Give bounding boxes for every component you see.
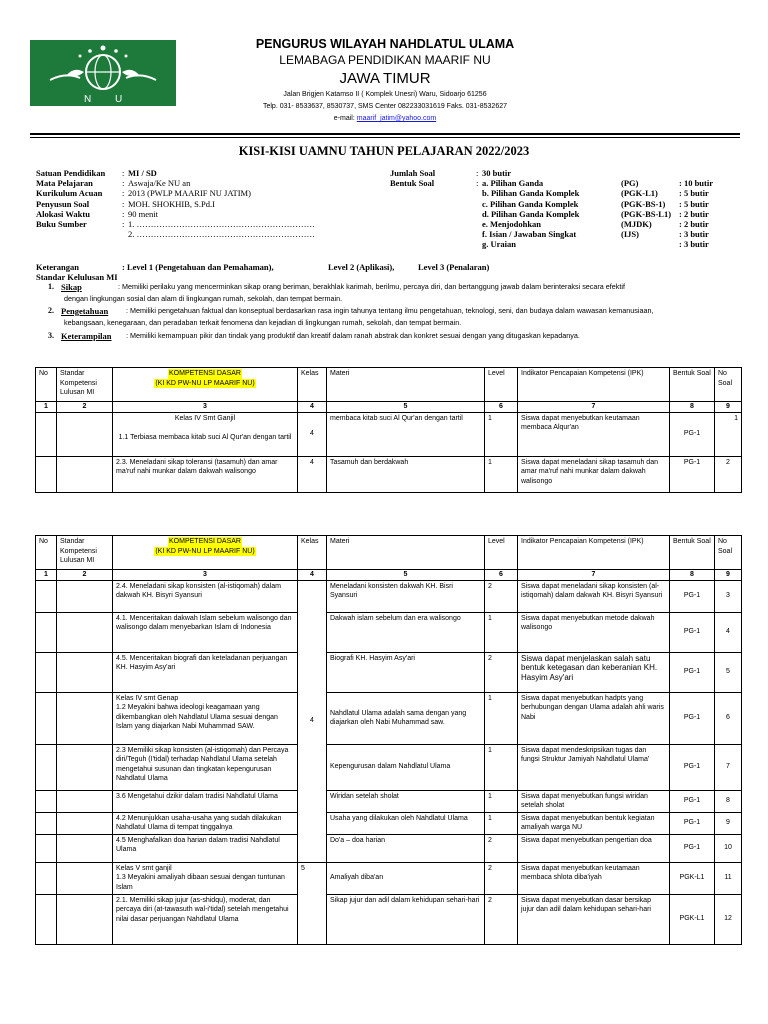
info-row: d. Pilihan Ganda Komplek (PGK-BS-L1) : 2 butir xyxy=(482,208,709,219)
col-standar: Standar Kompetensi Lulusan MI xyxy=(57,536,113,570)
table-row: Kelas IV smt Genap 1.2 Meyakini bahwa ideologi keagamaan yang dikembangkan oleh Nahdlatul Ulama sesuai dengan Islam yang diajarkan Nabi Muhammad SAW. Nahdlatul Ulama adalah sama dengan yang diajarkan oleh Nabi Muhammad saw. 1 Siswa dapat menyebutkan hadpts yang berhubungan dengan Ulama adalah ahli waris Nabi PG-1 6 xyxy=(36,692,742,744)
col-level: Level xyxy=(485,536,518,570)
org-name: PENGURUS WILAYAH NAHDLATUL ULAMA xyxy=(255,37,515,51)
institution-name: LEMABAGA PENDIDIKAN MAARIF NU xyxy=(279,53,491,67)
table-row: 4.1. Menceritakan dakwah Islam sebelum walisongo dan walisongo dalam menyebarkan Islam di Indonesia Dakwah islam sebelum dan era walisongo 1 Siswa dapat menyebutkan metode dakwah walisongo PG-1 4 xyxy=(36,612,742,652)
email-label: e-mail: xyxy=(333,115,355,122)
col-kd: KOMPETENSI DASAR (KI KD PW-NU LP MAARIF NU) xyxy=(113,536,298,570)
column-number-row: 1 2 3 4 5 6 7 8 9 xyxy=(36,402,742,413)
table-row: Kelas V smt ganjil 1.3 Meyakini amaliyah dibaan sesuai dengan tuntunan Islam 5 Amaliyah diba'an 2 Siswa dapat menyebutkan keutamaan membaca shlota diba'iyah PGK-L1 11 xyxy=(36,862,742,894)
table-header-row xyxy=(36,368,742,402)
info-row: Jumlah Soal : 30 butir xyxy=(390,168,512,178)
info-row: Satuan Pendidikan : MI / SD xyxy=(36,168,157,178)
col-no: No xyxy=(36,536,57,570)
col-nosoal: No Soal xyxy=(715,368,742,402)
info-row: b. Pilihan Ganda Komplek (PGK-L1) : 5 butir xyxy=(482,188,709,199)
keterangan xyxy=(36,262,489,272)
table-row: 2.3 Memiliki sikap konsisten (al-istiqomah) dan Percaya diri/Teguh (I'tidal) terhadap Nahdlatul Ulama setelah mengetahui susunan dan tingkatan kepengurusan Nahdlatul Ulama Kepengurusan dalam Nahdlatul Ulama 1 Siswa dapat mendeskripsikan tugas dan fungsi Struktur Jamiyah Nahdlatul Ulama' PG-1 7 xyxy=(36,744,742,790)
table-header-row xyxy=(36,536,742,570)
nu-logo xyxy=(30,40,176,106)
level-2: Level 2 (Aplikasi), xyxy=(328,262,395,272)
col-materi: Materi xyxy=(327,368,485,402)
info-row: Buku Sumber : 1. ……………………………………………………… xyxy=(36,219,315,230)
skl-title: Standar Kelulusan MI xyxy=(36,272,118,282)
divider xyxy=(30,133,740,135)
info-row: 2. ……………………………………………………… xyxy=(128,229,315,240)
col-standar: Standar Kompetensi Lulusan MI xyxy=(57,368,113,402)
table-row: Kelas IV Smt Ganjil 1.1 Terbiasa membaca kitab suci Al Qur'an dengan tartil 4 membaca kitab suci Al Qur'an dengan tartil 1 Siswa dapat menyebutkan keutamaan membaca Alqur'an PG-1 1 xyxy=(36,412,742,456)
kisi-table-2 xyxy=(35,535,742,945)
info-row: Mata Pelajaran : Aswaja/Ke NU an xyxy=(36,178,191,189)
col-ipk: Indikator Pencapaian Kompetensi (IPK) xyxy=(518,368,670,402)
document-title: KISI-KISI UAMNU TAHUN PELAJARAN 2022/2023 xyxy=(238,144,530,158)
info-row: g. Uraian : 3 butir xyxy=(482,239,709,250)
table-row: 3.6 Mengetahui dzikir dalam tradisi Nahdlatul Ulama Wiridan setelah sholat 1 Siswa dapat menyebutkan fungsi wiridan setelah sholat PG-1 8 xyxy=(36,790,742,812)
col-bentuk: Bentuk Soal xyxy=(670,536,715,570)
svg-text:N: N xyxy=(84,94,92,105)
col-nosoal: No Soal xyxy=(715,536,742,570)
col-kd: KOMPETENSI DASAR (KI KD PW-NU LP MAARIF NU) xyxy=(113,368,298,402)
address: Jalan Brigjen Katamso II ( Komplek Unesri) Waru, Sidoarjo 61256 xyxy=(283,91,487,98)
table-row: 2.3. Meneladani sikap toleransi (tasamuh) dan amar ma'ruf nahi munkar dalam dakwah walisongo 4 Tasamuh dan berdakwah 1 Siswa dapat meneladani sikap tasamuh dan amar ma'ruf nahi munkar dalam dakwah walisongo PG-1 2 xyxy=(36,456,742,492)
divider xyxy=(30,137,740,138)
info-row: Alokasi Waktu : 90 menit xyxy=(36,208,158,219)
info-row: Kurikulum Acuan : 2013 (PWLP MAARIF NU JATIM) xyxy=(36,188,251,199)
table-row: 2.4. Meneladani sikap konsisten (al-istiqomah) dalam dakwah KH. Bisyri Syansuri 4 Meneladani konsisten dakwah KH. Bisri Syansuri 2 Siswa dapat meneladani sikap konsisten (al-istiqomah) dalam dakwah KH. Bisyri Syansuri PG-1 3 xyxy=(36,580,742,612)
kelas-4-cell: 4 xyxy=(298,580,327,862)
kisi-table-1 xyxy=(35,367,742,493)
email-link[interactable]: maarif_jatim@yahoo.com xyxy=(356,115,437,122)
keterangan-label: Keterangan xyxy=(36,262,79,272)
table-row: 4.2 Menunjukkan usaha-usaha yang sudah dilakukan Nahdlatul Ulama di tempat tinggalnya Usaha yang dilakukan oleh Nahdlatul Ulama 1 Siswa dapat menyebutkan bentuk kegiatan amaliyah warga NU PG-1 9 xyxy=(36,812,742,834)
svg-text:U: U xyxy=(115,94,123,105)
email-line xyxy=(190,115,580,122)
phone: Telp. 031- 8533637, 8530737, SMS Center 082233031619 Faks. 031-8532627 xyxy=(262,103,508,110)
nu-globe-logo-icon xyxy=(30,40,176,106)
table-row: 4.5 Menghafalkan doa harian dalam tradisi Nahdlatul Ulama Do'a – doa harian 2 Siswa dapat menyebutkan pengertian doa PG-1 10 xyxy=(36,834,742,862)
level-3: Level 3 (Penalaran) xyxy=(418,262,490,272)
col-no: No xyxy=(36,368,57,402)
column-number-row: 1 2 3 4 5 6 7 8 9 xyxy=(36,570,742,581)
info-row: Penyusun Soal : MOH. SHOKHIB, S.Pd.I xyxy=(36,198,215,209)
kelas-5-cell: 5 xyxy=(298,862,327,944)
col-kelas: Kelas xyxy=(298,368,327,402)
table-row: 2.1. Memiliki sikap jujur (as-shidqu), moderat, dan percaya diri (at-tawasuth wal-i'tidal) setelah mengetahui nilai dasar perjuangan Nahdlatul Ulama Sikap jujur dan adil dalam kehidupan sehari-hari 2 Siswa dapat menyebutkan dasar bersikap jujur dan adil dalam kehidupan sehari-hari PGK-L1 12 xyxy=(36,894,742,944)
info-row: e. Menjodohkan (MJDK) : 2 butir xyxy=(482,219,709,230)
table-row: 4.5. Menceritakan biografi dan keteladanan perjuangan KH. Hasyim Asy'ari Biografi KH. Hasyim Asy'ari 2 Siswa dapat menjelaskan salah satu bentuk ketegasan dan keberanian KH. Hasyim Asy'ari PG-1 5 xyxy=(36,652,742,692)
info-right xyxy=(390,168,719,250)
info-left xyxy=(36,168,315,239)
info-row: Bentuk Soal : a. Pilihan Ganda (PG) : 10 butir xyxy=(390,178,713,189)
col-bentuk: Bentuk Soal xyxy=(670,368,715,402)
col-level: Level xyxy=(485,368,518,402)
col-ipk: Indikator Pencapaian Kompetensi (IPK) xyxy=(518,536,670,570)
col-materi: Materi xyxy=(327,536,485,570)
region-name: JAWA TIMUR xyxy=(339,70,431,87)
col-kelas: Kelas xyxy=(298,536,327,570)
level-1: : Level 1 (Pengetahuan dan Pemahaman), xyxy=(122,262,274,272)
info-row: c. Pilihan Ganda Komplek (PGK-BS-1) : 5 butir xyxy=(482,198,709,209)
info-row: f. Isian / Jawaban Singkat (IJS) : 3 butir xyxy=(482,229,709,240)
